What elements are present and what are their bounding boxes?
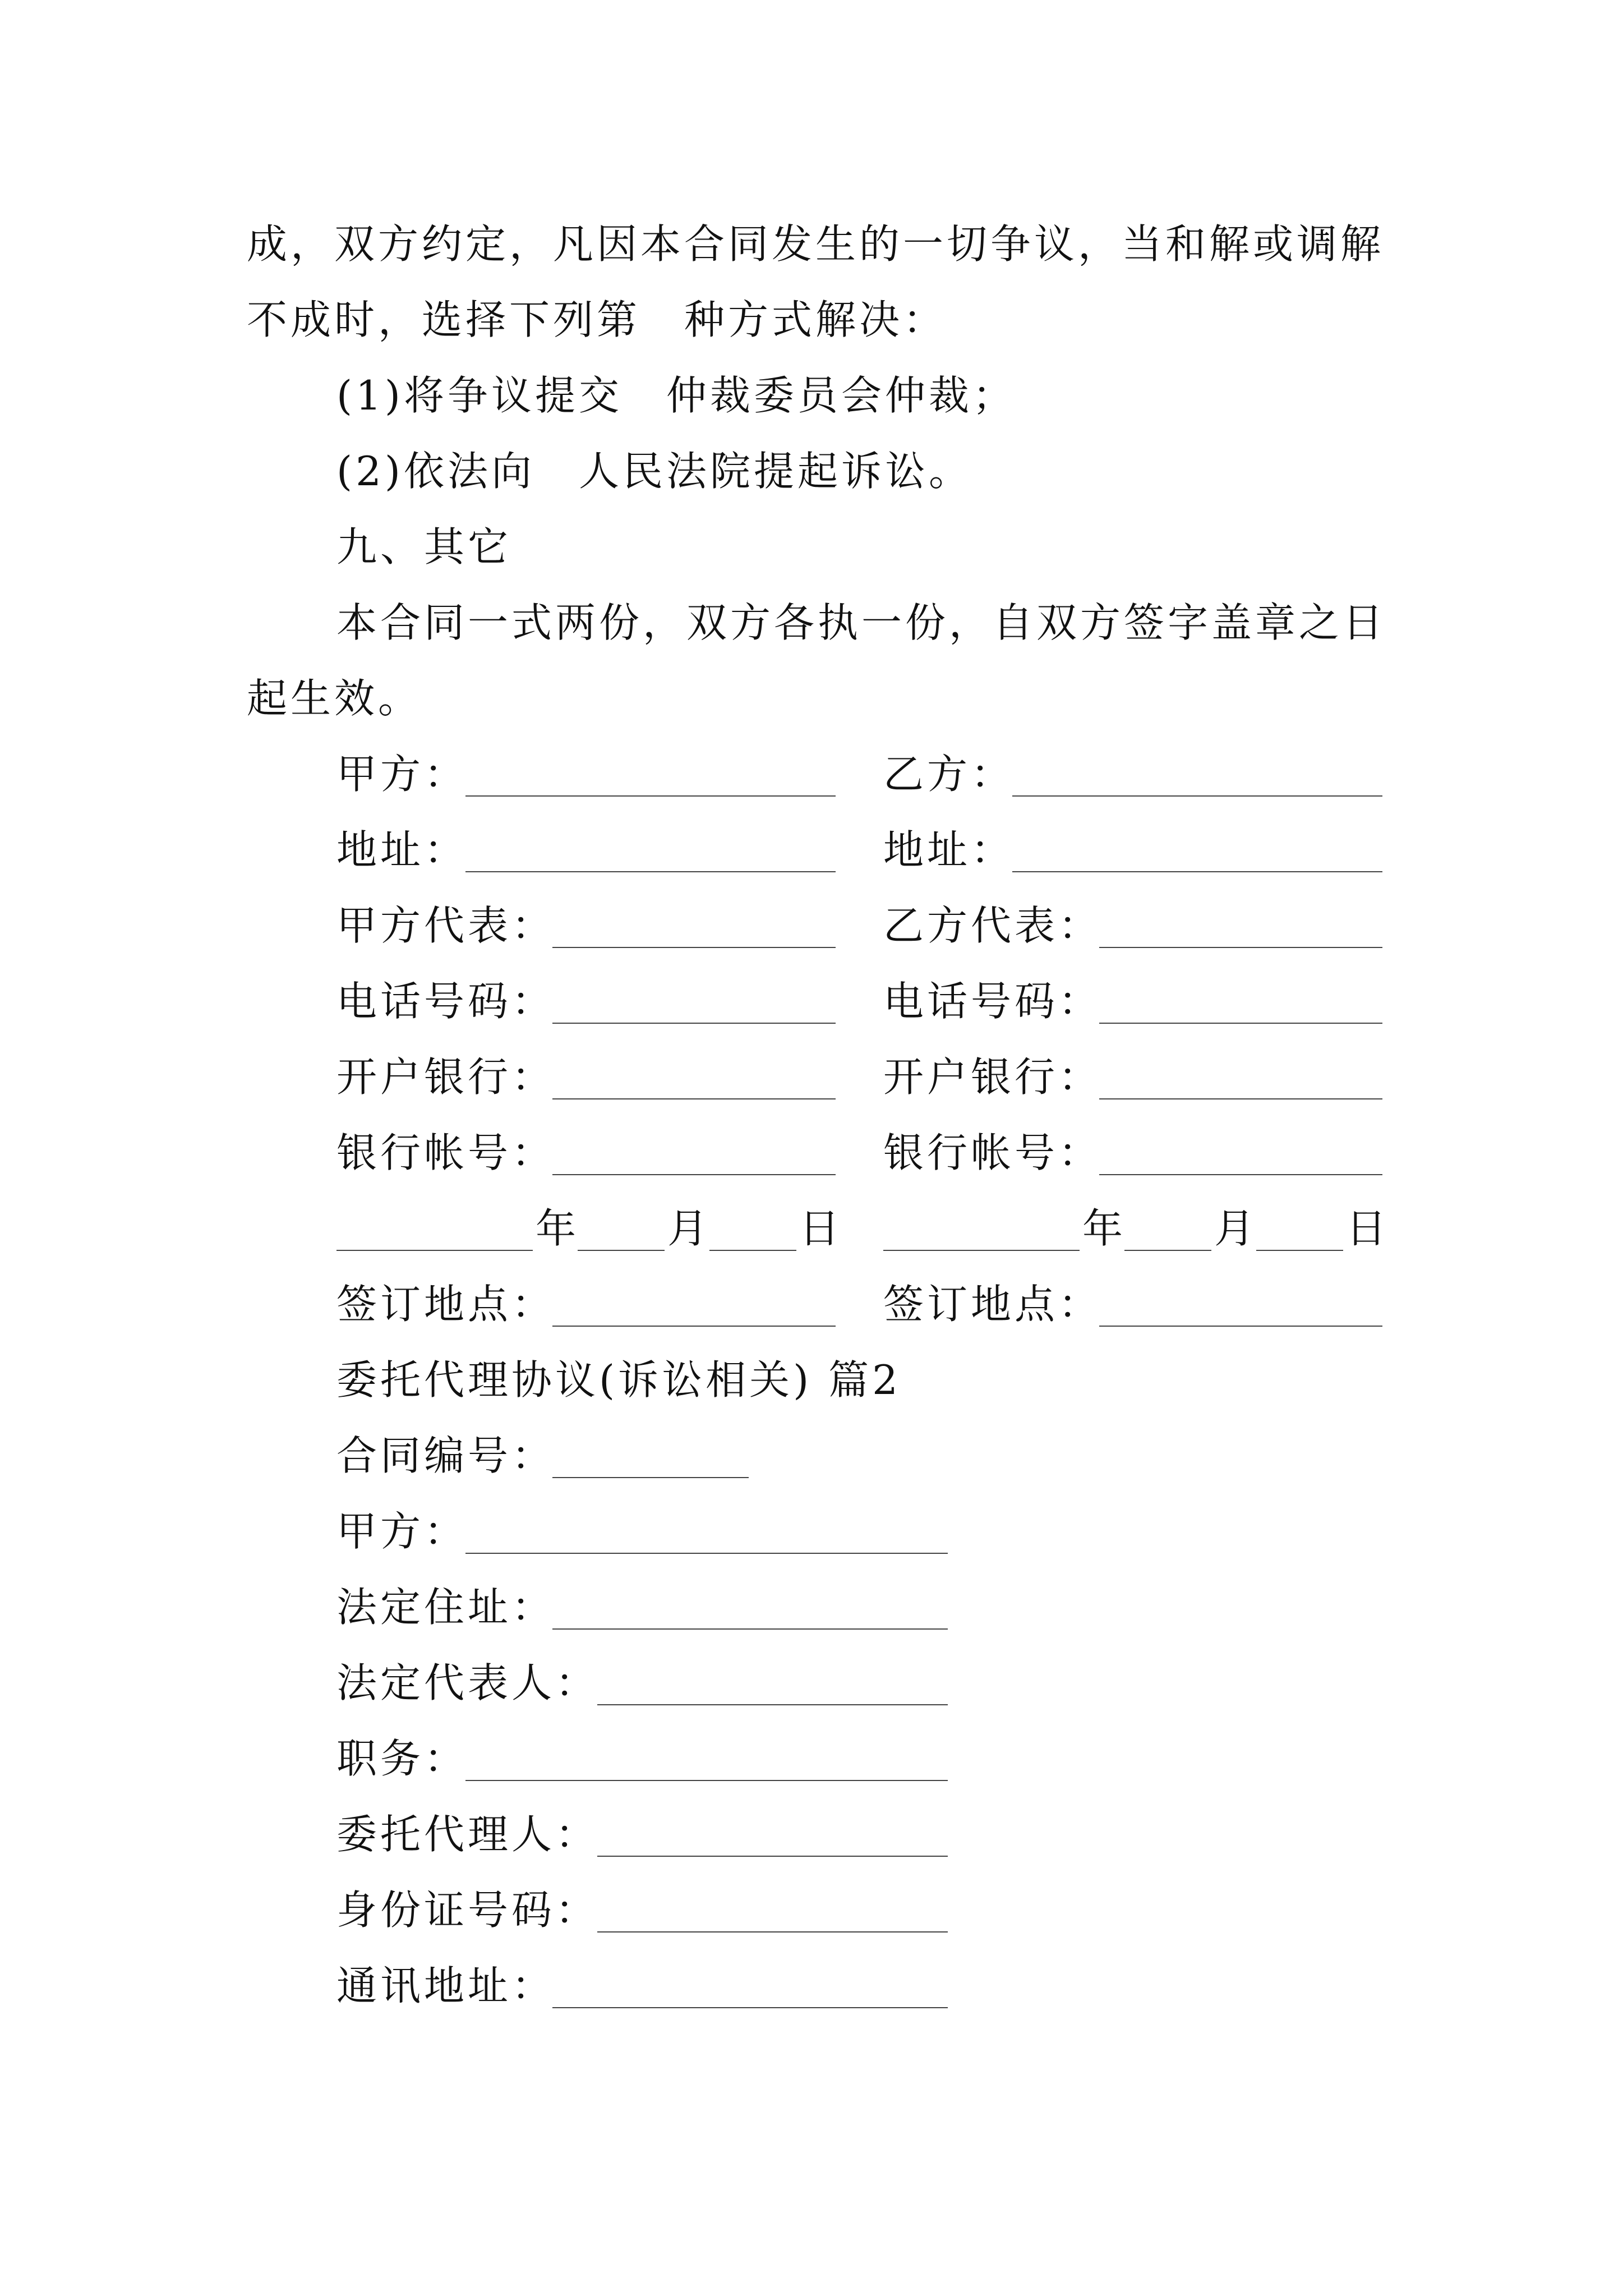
agent-blank: [597, 1856, 948, 1857]
rep-a-label: 甲方代表：: [336, 902, 556, 949]
legal-rep-blank: [597, 1704, 948, 1705]
address-a-blank: [465, 871, 836, 872]
phone-b-blank: [1099, 1023, 1382, 1024]
option-item: (2)依法向 人民法院提起诉讼。: [336, 448, 972, 495]
phone-b-label: 电话号码：: [883, 978, 1103, 1025]
date-a-year-label: 年: [536, 1205, 577, 1252]
option-item: (1)将争议提交 仲裁委员会仲裁；: [336, 372, 1016, 419]
id-number-blank: [597, 1931, 948, 1932]
bank-b-blank: [1099, 1098, 1382, 1099]
part2-title: 委托代理协议(诉讼相关) 篇2: [336, 1356, 901, 1404]
party-a-label: 甲方：: [336, 751, 468, 798]
part2-party-a-label: 甲方：: [336, 1508, 468, 1555]
legal-rep-label: 法定代表人：: [336, 1659, 600, 1706]
account-a-label: 银行帐号：: [336, 1129, 556, 1176]
paragraph-line: 成，双方约定，凡因本合同发生的一切争议，当和解或调解: [247, 220, 1385, 268]
bank-a-label: 开户银行：: [336, 1053, 556, 1101]
date-a-year-blank: [336, 1250, 533, 1251]
date-b-year-label: 年: [1082, 1205, 1123, 1252]
party-b-blank: [1012, 795, 1382, 797]
bank-b-label: 开户银行：: [883, 1053, 1103, 1101]
legal-address-blank: [552, 1628, 948, 1630]
id-number-label: 身份证号码：: [336, 1887, 600, 1934]
place-a-label: 签订地点：: [336, 1281, 556, 1328]
date-b-month-blank: [1124, 1250, 1211, 1251]
paragraph-line: 不成时，选择下列第 种方式解决：: [247, 296, 947, 343]
date-a-month-label: 月: [667, 1205, 708, 1252]
address-b-blank: [1012, 871, 1382, 872]
position-label: 职务：: [336, 1735, 468, 1782]
date-b-month-label: 月: [1214, 1205, 1255, 1252]
place-a-blank: [552, 1326, 836, 1327]
legal-address-label: 法定住址：: [336, 1584, 556, 1631]
date-a-day-blank: [709, 1250, 796, 1251]
contract-no-label: 合同编号：: [336, 1432, 556, 1479]
address-a-label: 地址：: [336, 826, 468, 873]
rep-b-blank: [1099, 947, 1382, 948]
place-b-label: 签订地点：: [883, 1281, 1103, 1328]
address-b-label: 地址：: [883, 826, 1015, 873]
paragraph-line: 本合同一式两份，双方各执一份，自双方签字盖章之日: [336, 599, 1387, 646]
rep-a-blank: [552, 947, 836, 948]
place-b-blank: [1099, 1326, 1382, 1327]
party-b-label: 乙方：: [883, 751, 1015, 798]
party-a-blank: [465, 795, 836, 797]
rep-b-label: 乙方代表：: [883, 902, 1103, 949]
phone-a-label: 电话号码：: [336, 978, 556, 1025]
agent-label: 委托代理人：: [336, 1811, 600, 1858]
date-b-day-blank: [1256, 1250, 1343, 1251]
bank-a-blank: [552, 1098, 836, 1099]
account-b-blank: [1099, 1174, 1382, 1175]
date-a-day-label: 日: [799, 1205, 840, 1252]
date-a-month-blank: [578, 1250, 665, 1251]
phone-a-blank: [552, 1023, 836, 1024]
section-heading: 九、其它: [336, 523, 512, 570]
paragraph-line: 起生效。: [247, 675, 422, 722]
position-blank: [465, 1780, 948, 1781]
account-a-blank: [552, 1174, 836, 1175]
mail-address-label: 通讯地址：: [336, 1962, 556, 2009]
part2-party-a-blank: [465, 1553, 948, 1554]
date-b-day-label: 日: [1346, 1205, 1387, 1252]
date-b-year-blank: [883, 1250, 1080, 1251]
contract-no-blank: [552, 1477, 749, 1478]
mail-address-blank: [552, 2007, 948, 2008]
account-b-label: 银行帐号：: [883, 1129, 1103, 1176]
